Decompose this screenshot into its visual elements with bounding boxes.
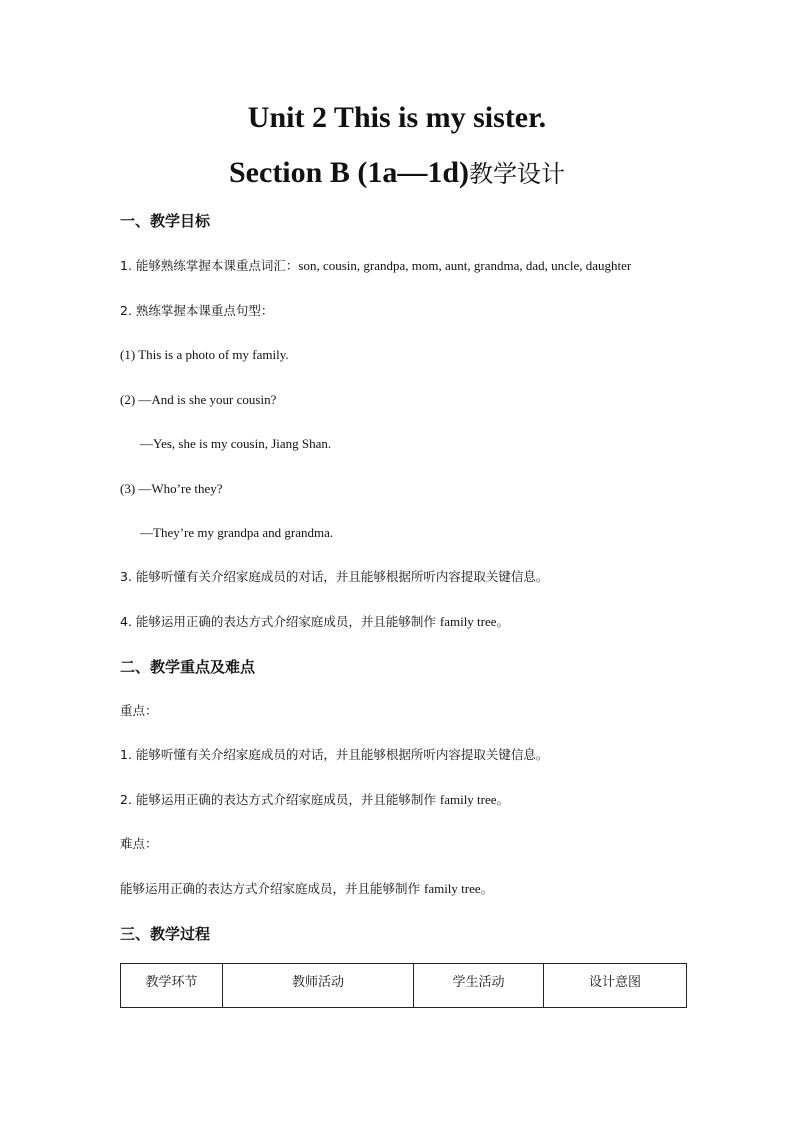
difficult-point-1-text: 能够运用正确的表达方式介绍家庭成员，并且能够制作	[120, 881, 424, 896]
subtitle-suffix: 教学设计	[469, 160, 565, 188]
difficult-point-1-suffix: 。	[480, 881, 494, 896]
heading-key-and-difficult-points: 二、教学重点及难点	[120, 658, 256, 676]
objective-4-text: 4. 能够运用正确的表达方式介绍家庭成员，并且能够制作	[120, 614, 440, 629]
heading-teaching-process: 三、教学过程	[120, 925, 211, 943]
subtitle-section: Section B (1a—1d)	[229, 156, 469, 189]
table-header-cell: 教学环节	[121, 964, 223, 1008]
objective-1-text: 1. 能够熟练掌握本课重点词汇：	[120, 258, 299, 273]
sentence-3-question	[120, 480, 223, 498]
table-header-cell: 教师活动	[223, 964, 414, 1008]
objective-item-2	[120, 302, 273, 320]
sentence-3-answer	[140, 524, 333, 542]
table-header-cell: 学生活动	[414, 964, 544, 1008]
sentence-2a-text: (2) —And is she your cousin?	[120, 392, 277, 407]
key-points-label	[120, 702, 158, 720]
key-point-2-en: family tree	[439, 792, 497, 807]
difficult-point-1	[120, 880, 493, 898]
teaching-process-table	[120, 963, 687, 1008]
objective-1-vocab: son, cousin, grandpa, mom, aunt, grandma, dad, uncle, daughter	[298, 258, 632, 273]
sentence-3a-text: (3) —Who’re they?	[120, 481, 223, 496]
objective-item-1	[120, 257, 631, 275]
objective-item-4	[120, 613, 509, 631]
sentence-2b-text: —Yes, she is my cousin, Jiang Shan.	[140, 436, 332, 451]
key-point-2	[120, 791, 509, 809]
sentence-2-answer	[140, 435, 331, 453]
objective-4-en: family tree	[439, 614, 497, 629]
difficult-point-1-en: family tree	[423, 881, 481, 896]
key-point-1-text: 1. 能够听懂有关介绍家庭成员的对话，并且能够根据所听内容提取关键信息。	[120, 747, 549, 762]
objective-3-text: 3. 能够听懂有关介绍家庭成员的对话，并且能够根据所听内容提取关键信息。	[120, 569, 549, 584]
key-point-2-suffix: 。	[496, 792, 510, 807]
objective-4-suffix: 。	[496, 614, 510, 629]
sentence-1	[120, 346, 289, 364]
sentence-3b-text: —They’re my grandpa and grandma.	[140, 525, 334, 540]
difficult-points-label	[120, 835, 158, 853]
difficult-label-text: 难点：	[120, 836, 158, 851]
heading-teaching-objectives: 一、教学目标	[120, 212, 211, 230]
sentence-1-text: (1) This is a photo of my family.	[120, 347, 289, 362]
document-title: Unit 2 This is my sister.	[247, 101, 547, 134]
table-header-cell: 设计意图	[544, 964, 687, 1008]
key-label-text: 重点：	[120, 703, 158, 718]
sentence-2-question	[120, 391, 276, 409]
key-point-2-text: 2. 能够运用正确的表达方式介绍家庭成员，并且能够制作	[120, 792, 440, 807]
objective-2-text: 2. 熟练掌握本课重点句型：	[120, 303, 274, 318]
document-subtitle	[0, 155, 794, 192]
objective-item-3	[120, 568, 548, 586]
key-point-1	[120, 746, 548, 764]
table-header-row	[121, 964, 687, 1008]
